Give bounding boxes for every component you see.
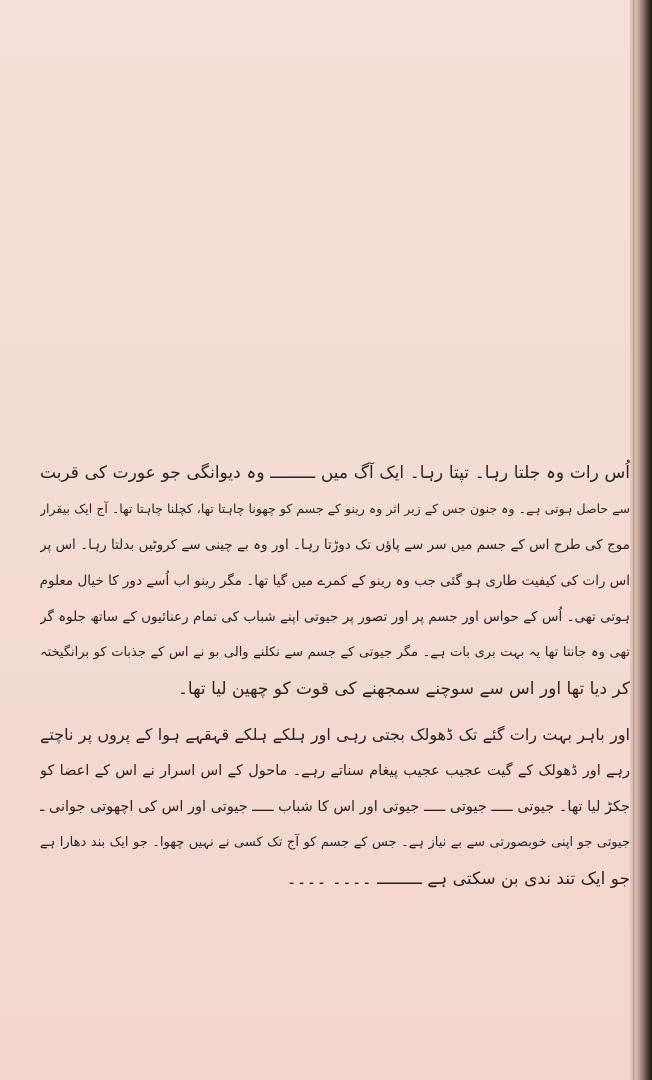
paragraph-1-line-2: سے حاصل ہوتی ہے۔ وہ جنون جس کے زیر اثر وہ رینو کے جسم کو چھونا چاہتا تھا، کچلنا چاہتا تھا۔ آج ایک بیقرار [40,501,630,516]
urdu-text-block [40,455,630,897]
paragraph-2-line-5: جو ایک تند ندی بن سکتی ہے ـــــــــ ۔۔۔۔ ۔۔۔۔ [286,869,630,889]
paragraph-2-line-4: جیوتی جو اپنی خوبصورتی سے بے نیاز ہے۔ جس کے جسم کو آج تک کسی نے نہیں چھوا۔ جو ایک بند دھارا ہے [40,835,630,850]
paragraph-1-line-3: موج کی طرح اس کے جسم میں سر سے پاؤں تک دوڑتا رہا۔ اور وہ بے چینی سے کروٹیں بدلتا رہا۔ اس پر [40,537,630,553]
paragraph-2-line-2: رہے اور ڈھولک کے گیت عجیب عجیب پیغام سناتے رہے۔ ماحول کے اس اسرار نے اس کے اعضا کو [40,763,630,779]
paragraph-2 [40,717,630,897]
paragraph-2-line-1: اور باہر بہت رات گئے تک ڈھولک بجتی رہی اور ہلکے ہلکے قہقہے ہوا کے پروں پر ناچتے [40,725,630,744]
paragraph-1-line-4: اس رات کی کیفیت طاری ہو گئی جب وہ رینو کے کمرے میں گیا تھا۔ مگر رینو اب اُسے دور کا خیال معلوم [40,573,630,589]
paragraph-1-line-6: تھی وہ جانتا تھا یہ بہت بری بات ہے۔ مگر جیوتی کے جسم سے نکلنے والی بو نے اس کے جذبات کو برانگیختہ [40,645,630,660]
paragraph-2-line-3: جکڑ لیا تھا۔ جیوتی ـــــ جیوتی ـــــ جیوتی اور اس کا شباب ـــــ جیوتی اور اس کی اچھوتی جوانی ـ [40,799,630,815]
page-edge-line [633,0,634,1080]
paragraph-1-line-1: اُس رات وہ جلتا رہا۔ تپتا رہا۔ ایک آگ میں ـــــــــ وہ دیوانگی جو عورت کی قربت [40,463,630,483]
paragraph-1 [40,455,630,707]
paragraph-1-line-7: کر دیا تھا اور اس سے سوچنے سمجھنے کی قوت کو چھین لیا تھا۔ [177,679,630,699]
paragraph-1-line-5: ہوتی تھی۔ اُس کے حواس اور جسم پر اور تصور پر جیوتی اپنے شباب کی تمام رعنائیوں کے ساتھ جلوہ گر [40,609,630,625]
